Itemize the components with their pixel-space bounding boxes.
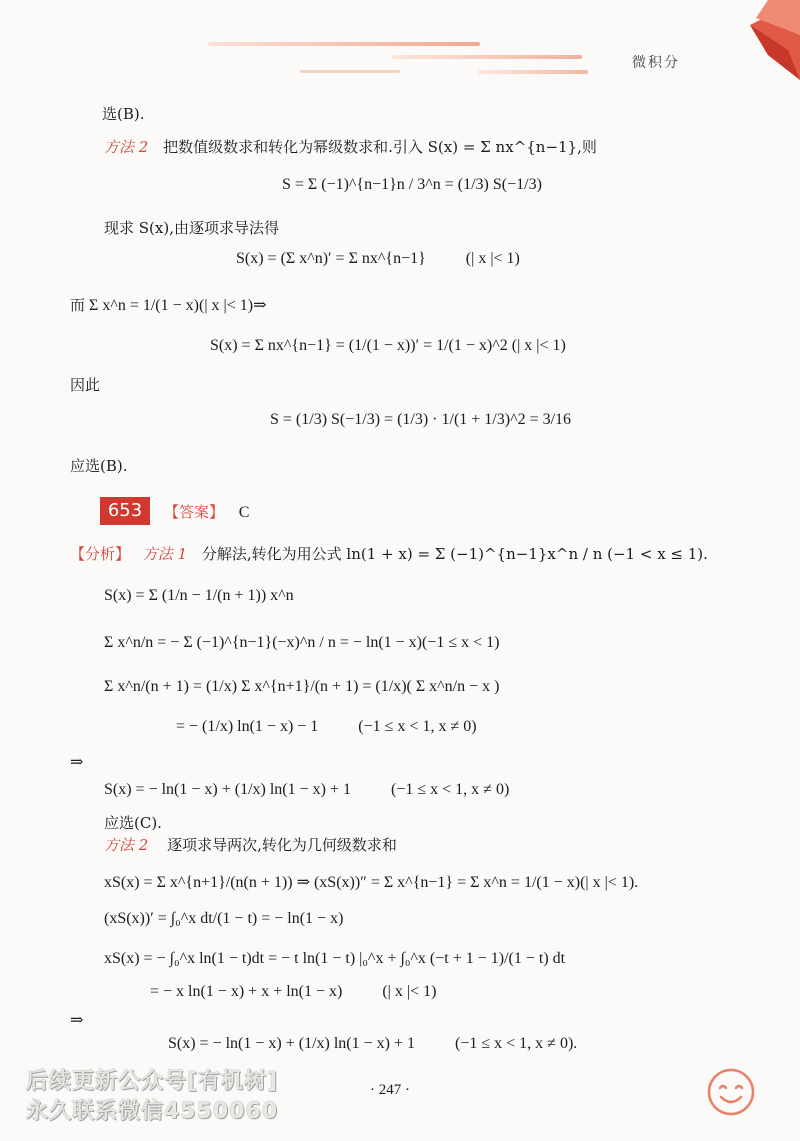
- implies-arrow-1: ⇒: [70, 754, 84, 771]
- method-1-text: 分解法,转化为用公式 ln(1 + x) = Σ (−1)^{n−1}x^n / n (−1 < x ≤ 1).: [201, 545, 708, 563]
- equation-e2: Σ x^n/n = − Σ (−1)^{n−1}(−x)^n / n = − ln(1 − x)(−1 ≤ x < 1): [104, 634, 500, 651]
- method-2-text: 把数值级数求和转化为幂级数求和.引入 S(x) = Σ nx^{n−1},则: [163, 138, 597, 156]
- answer-label: 【答案】: [164, 503, 225, 521]
- analysis-label: 【分析】: [70, 545, 131, 563]
- smiley-icon: [706, 1067, 756, 1117]
- choose-b-final: 应选(B).: [70, 457, 128, 475]
- page-number: · 247 ·: [370, 1082, 410, 1098]
- equation-f5-body: S(x) = − ln(1 − x) + (1/x) ln(1 − x) + 1: [168, 1035, 415, 1052]
- equation-e1: S(x) = Σ (1/n − 1/(n + 1)) x^n: [104, 587, 294, 604]
- watermark-line-1: 后续更新公众号[有机树]: [26, 1069, 279, 1094]
- method-2b-label: 方法 2: [104, 836, 149, 854]
- answer-value: C: [238, 504, 250, 521]
- method-1-label: 方法 1: [142, 545, 188, 563]
- corner-ornament-icon: [730, 0, 800, 80]
- therefore-label: 因此: [70, 376, 101, 394]
- method-2b-line: [104, 834, 397, 855]
- equation-f2: (xS(x))′ = ∫₀^x dt/(1 − t) = − ln(1 − x): [104, 910, 344, 927]
- header-stripe-4: [300, 70, 400, 73]
- question-number-badge: 653: [100, 497, 150, 525]
- equation-f1: xS(x) = Σ x^{n+1}/(n(n + 1)) ⇒ (xS(x))″ = Σ x^{n−1} = Σ x^n = 1/(1 − x)(| x |< 1).: [104, 874, 639, 891]
- equation-e4-body: = − (1/x) ln(1 − x) − 1: [176, 718, 319, 735]
- equation-f5-cond: (−1 ≤ x < 1, x ≠ 0).: [455, 1035, 578, 1052]
- equation-e5-body: S(x) = − ln(1 − x) + (1/x) ln(1 − x) + 1: [104, 781, 351, 798]
- equation-sx-closed-form: S(x) = Σ nx^{n−1} = (1/(1 − x))′ = 1/(1 − x)^2 (| x |< 1): [210, 337, 566, 354]
- equation-e4-cond: (−1 ≤ x < 1, x ≠ 0): [358, 718, 477, 735]
- equation-f3: xS(x) = − ∫₀^x ln(1 − t)dt = − t ln(1 − t) |₀^x + ∫₀^x (−t + 1 − 1)/(1 − t) dt: [104, 950, 566, 967]
- equation-f4-body: = − x ln(1 − x) + x + ln(1 − x): [150, 983, 343, 1000]
- equation-e4: [176, 718, 477, 736]
- derivative-intro: 现求 S(x),由逐项求导法得: [104, 219, 279, 237]
- section-title: 微积分: [632, 55, 680, 71]
- watermark-line-2: 永久联系微信4550060: [26, 1099, 279, 1124]
- header-stripe-3: [478, 70, 588, 74]
- geometric-series-line: [70, 294, 266, 315]
- equation-e3: Σ x^n/(n + 1) = (1/x) Σ x^{n+1}/(n + 1) = (1/x)( Σ x^n/n − x ): [104, 678, 500, 695]
- geometric-series-prefix: 而: [70, 296, 86, 314]
- geometric-series-body: Σ x^n = 1/(1 − x)(| x |< 1)⇒: [89, 297, 267, 314]
- equation-e5: [104, 781, 509, 799]
- method-2-label: 方法 2: [104, 138, 149, 156]
- method-2b-text: 逐项求导两次,转化为几何级数求和: [167, 836, 397, 854]
- equation-sx-derivative-cond: (| x |< 1): [465, 250, 520, 267]
- header-stripe-2: [392, 55, 582, 59]
- header-stripe-1: [208, 42, 480, 46]
- equation-sx-derivative-body: S(x) = (Σ x^n)′ = Σ nx^{n−1}: [236, 250, 426, 267]
- implies-arrow-2: ⇒: [70, 1012, 84, 1029]
- analysis-line: [70, 543, 708, 564]
- answer-line: [164, 501, 249, 522]
- equation-f4: [150, 983, 436, 1001]
- method-2-line: [104, 136, 597, 157]
- equation-sx-derivative: [236, 250, 520, 268]
- equation-e5-cond: (−1 ≤ x < 1, x ≠ 0): [391, 781, 510, 798]
- choose-c-line: 应选(C).: [104, 814, 162, 832]
- equation-s-series: S = Σ (−1)^{n−1}n / 3^n = (1/3) S(−1/3): [282, 176, 542, 193]
- equation-f4-cond: (| x |< 1): [382, 983, 437, 1000]
- equation-s-value: S = (1/3) S(−1/3) = (1/3) · 1/(1 + 1/3)^2 = 3/16: [270, 411, 572, 428]
- choose-b-line: 选(B).: [102, 105, 145, 123]
- equation-f5: [168, 1035, 577, 1053]
